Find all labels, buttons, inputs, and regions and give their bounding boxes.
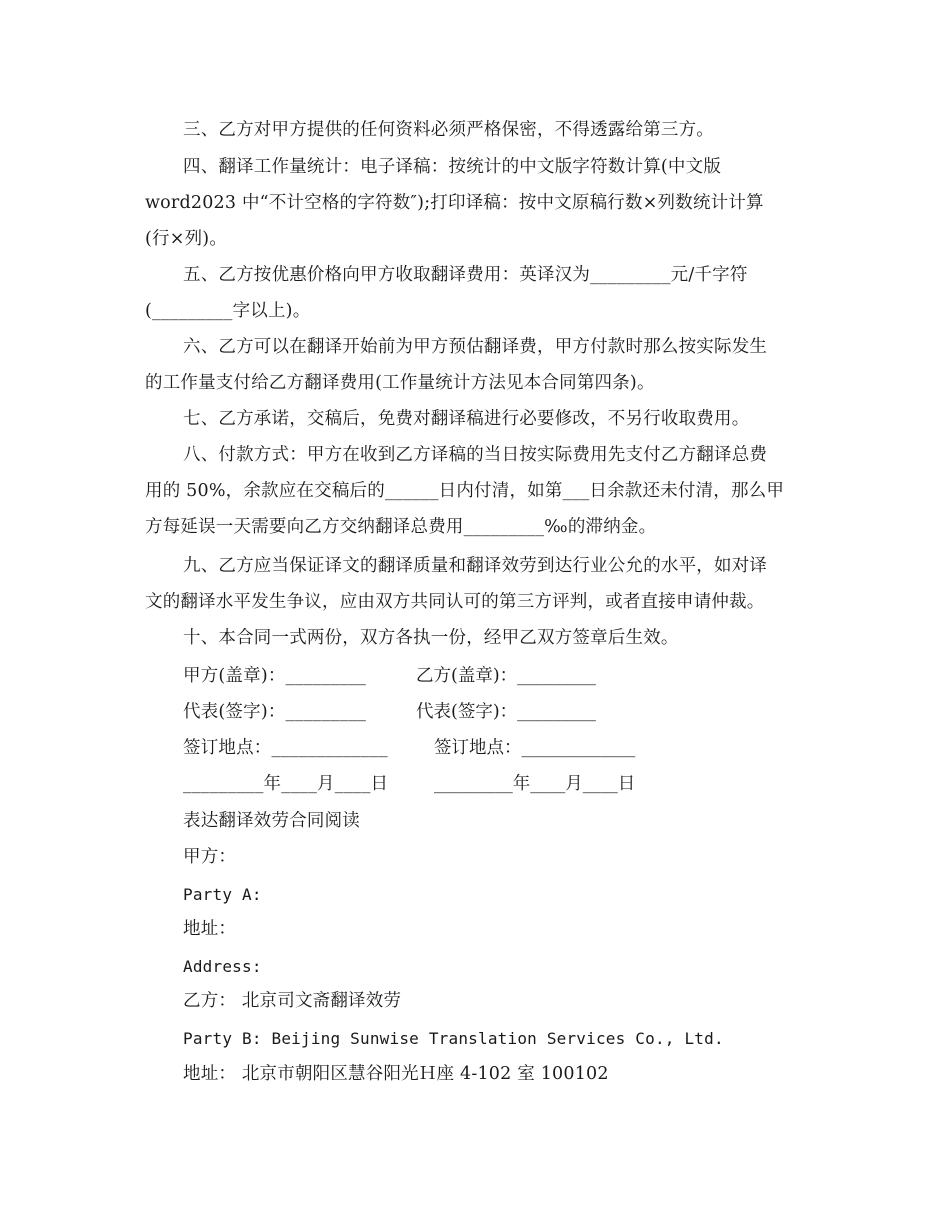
party-a-label: 甲方：: [183, 847, 237, 867]
clause-10: 十、本合同一式两份，双方各执一份，经甲乙双方签章后生效。: [183, 628, 679, 648]
party-b-seal: 乙方(盖章)：_________: [416, 666, 596, 686]
party-b-signing-place: 签订地点：_____________: [434, 738, 636, 758]
clause-9-line-2: 文的翻译水平发生争议，应由双方共同认可的第三方评判，或者直接申请仲裁。: [145, 592, 765, 612]
party-b-english-name: Party B: Beijing Sunwise Translation Services Co., Ltd.: [183, 1029, 724, 1048]
party-b-address: 地址： 北京市朝阳区慧谷阳光Ｈ座 4-102 室 100102: [183, 1064, 609, 1084]
clause-8-line-2: 用的 50%，余款应在交稿后的______日内付清，如第___日余款还未付清，那么甲: [145, 481, 785, 501]
clause-6-line-2: 的工作量支付给乙方翻译费用(工作量统计方法见本合同第四条)。: [145, 373, 655, 393]
address-english-label: Address:: [183, 957, 262, 976]
clause-6-line-1: 六、乙方可以在翻译开始前为甲方预估翻译费，甲方付款时那么按实际发生: [183, 337, 768, 357]
clause-4-line-2: word2023 中“不计空格的字符数″);打印译稿：按中文原稿行数×列数统计计算: [145, 193, 764, 213]
clause-8-line-1: 八、付款方式：甲方在收到乙方译稿的当日按实际费用先支付乙方翻译总费: [183, 445, 768, 465]
address-label: 地址：: [183, 919, 237, 939]
party-a-signing-date: _________年____月____日: [183, 774, 389, 794]
clause-5-line-1: 五、乙方按优惠价格向甲方收取翻译费用：英译汉为_________元/千字符: [183, 265, 748, 285]
party-a-english-label: Party A:: [183, 885, 262, 904]
party-b-signing-date: _________年____月____日: [434, 774, 636, 794]
party-b-representative: 代表(签字)：_________: [416, 702, 596, 722]
clause-9-line-1: 九、乙方应当保证译文的翻译质量和翻译效劳到达行业公允的水平，如对译: [183, 556, 768, 576]
clause-4-line-1: 四、翻译工作量统计：电子译稿：按统计的中文版字符数计算(中文版: [183, 157, 722, 177]
party-a-seal: 甲方(盖章)：_________: [183, 666, 367, 686]
clause-3: 三、乙方对甲方提供的任何资料必须严格保密，不得透露给第三方。: [183, 120, 714, 140]
clause-5-line-2: (_________字以上)。: [145, 301, 311, 321]
party-a-signing-place: 签订地点：_____________: [183, 738, 388, 758]
clause-7: 七、乙方承诺，交稿后，免费对翻译稿进行必要修改，不另行收取费用。: [183, 409, 750, 429]
clause-8-line-3: 方每延误一天需要向乙方交纳翻译总费用_________‰的滞纳金。: [145, 517, 657, 537]
party-a-representative: 代表(签字)：_________: [183, 702, 367, 722]
party-b-name: 乙方： 北京司文斋翻译效劳: [183, 991, 402, 1011]
clause-4-line-3: (行×列)。: [145, 229, 228, 249]
second-contract-heading: 表达翻译效劳合同阅读: [183, 811, 360, 831]
